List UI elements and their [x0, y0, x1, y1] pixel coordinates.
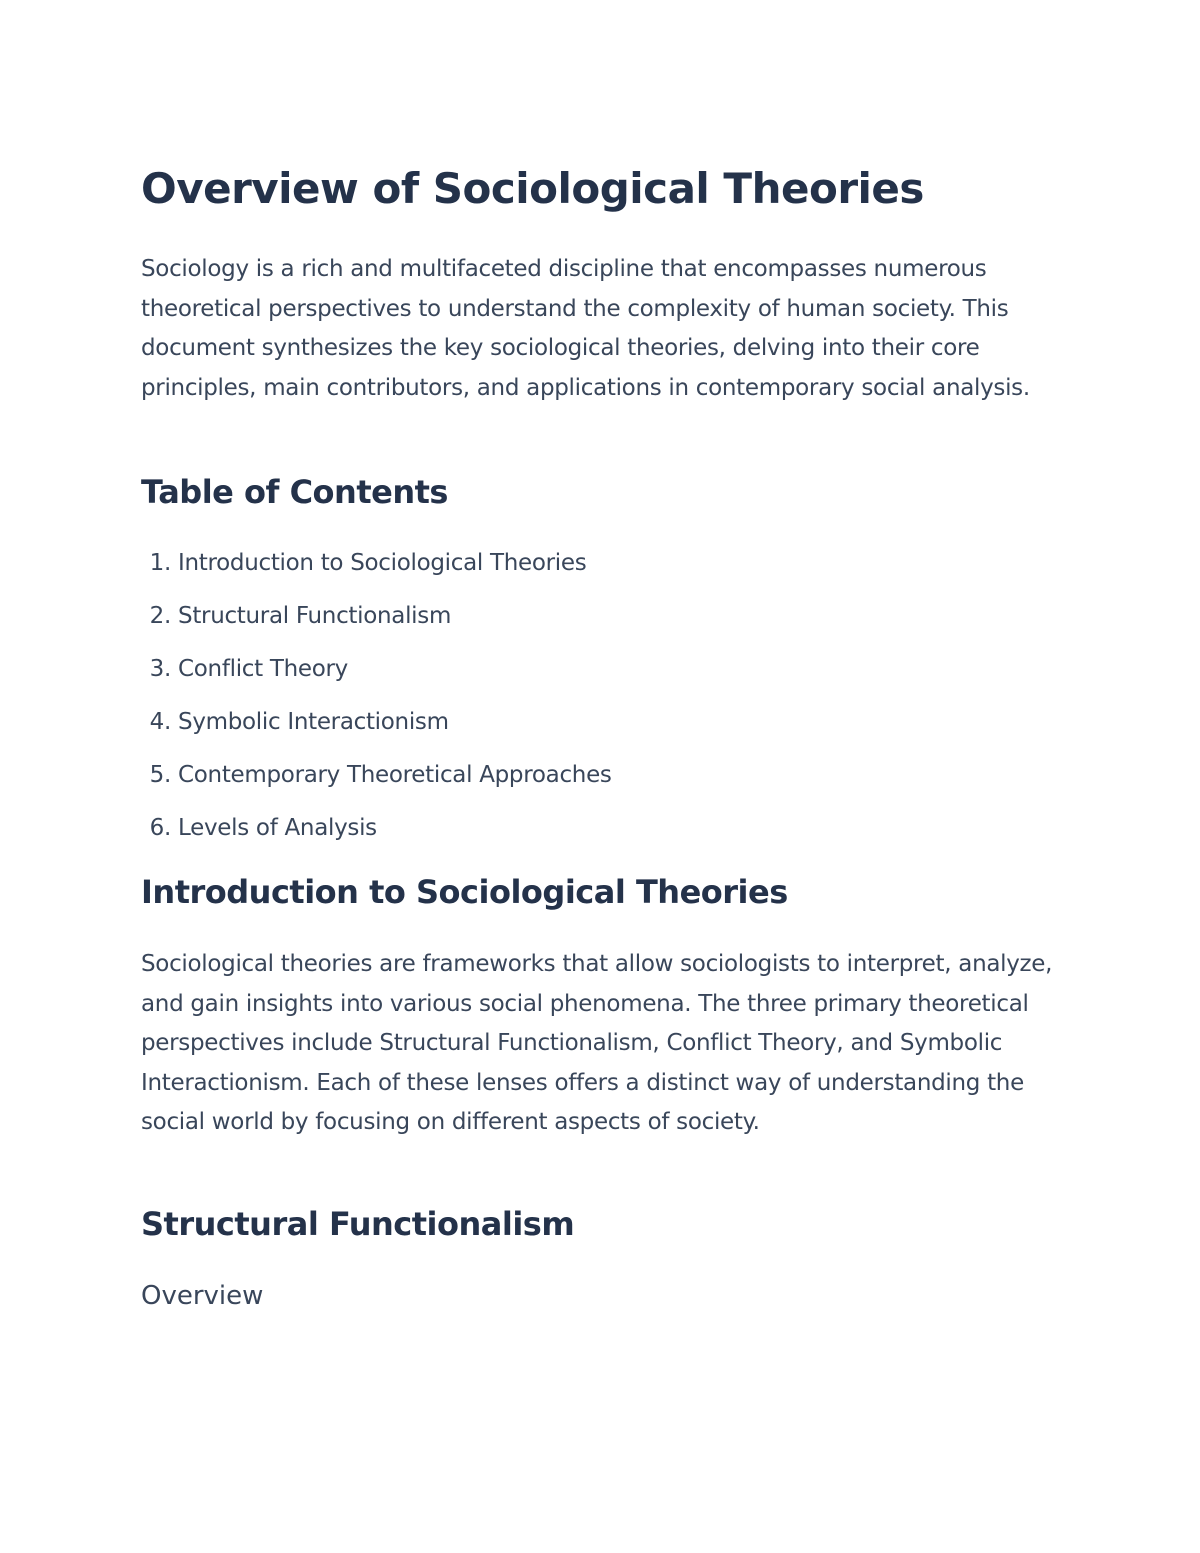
toc-heading: Table of Contents	[141, 473, 448, 511]
toc-item-label: Symbolic Interactionism	[178, 709, 449, 735]
toc-item-label: Introduction to Sociological Theories	[178, 550, 587, 576]
toc-item-number: 1.	[149, 550, 171, 576]
table-of-contents	[141, 543, 612, 861]
toc-item-label: Contemporary Theoretical Approaches	[178, 762, 612, 788]
toc-item[interactable]	[141, 702, 612, 755]
toc-item-label: Structural Functionalism	[178, 603, 452, 629]
intro-paragraph: Sociology is a rich and multifaceted discipline that encompasses numerous theoretical perspectives to understand the complexity of human society. This document synthesizes the key sociological theories, delving into their core principles, main contributors, and applications in contemporary social analysis.	[141, 256, 1030, 401]
introduction-paragraph: Sociological theories are frameworks that allow sociologists to interpret, analyze, and gain insights into various social phenomena. The three primary theoretical perspectives include Structural Functionalism, Conflict Theory, and Symbolic Interactionism. Each of these lenses offers a distinct way of understanding the social world by focusing on different aspects of society.	[141, 951, 1053, 1136]
toc-item-number: 2.	[149, 603, 171, 629]
toc-item-number: 4.	[149, 709, 171, 735]
toc-item-label: Levels of Analysis	[178, 815, 377, 841]
subheading-overview: Overview	[141, 1281, 264, 1311]
toc-item-number: 3.	[149, 656, 171, 682]
toc-item[interactable]	[141, 596, 612, 649]
toc-item-number: 5.	[149, 762, 171, 788]
toc-item-number: 6.	[149, 815, 171, 841]
toc-item[interactable]	[141, 543, 612, 596]
toc-item[interactable]	[141, 808, 612, 861]
section-heading-structural-functionalism: Structural Functionalism	[141, 1205, 575, 1243]
toc-item-label: Conflict Theory	[178, 656, 348, 682]
toc-item[interactable]	[141, 649, 612, 702]
toc-item[interactable]	[141, 755, 612, 808]
section-heading-introduction: Introduction to Sociological Theories	[141, 873, 788, 911]
document-title: Overview of Sociological Theories	[141, 164, 924, 213]
